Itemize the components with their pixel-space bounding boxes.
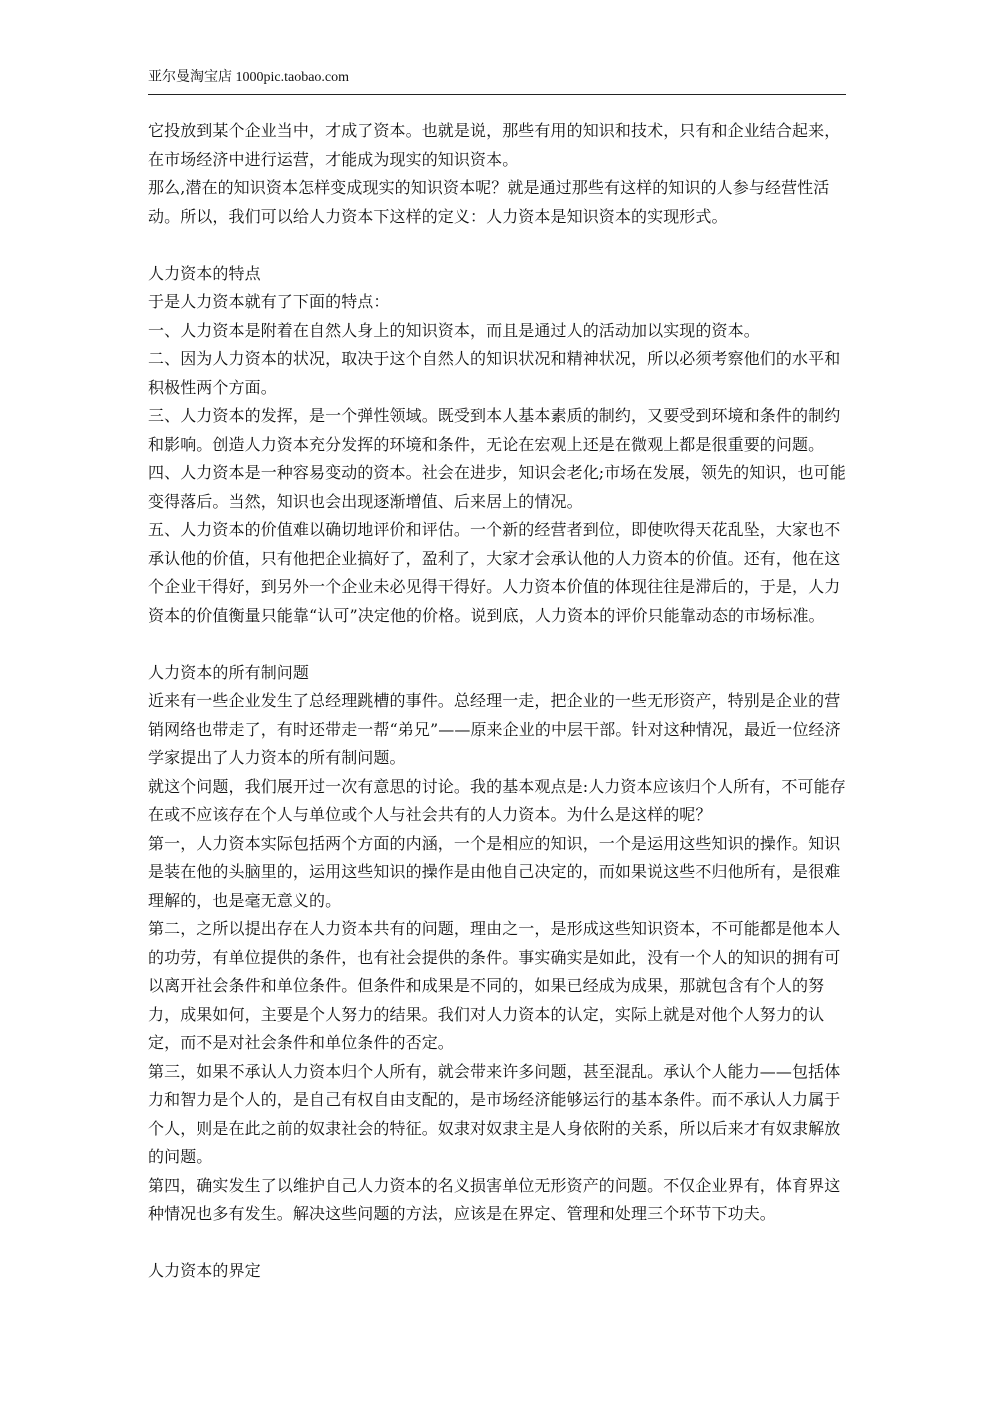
paragraph: 它投放到某个企业当中，才成了资本。也就是说，那些有用的知识和技术，只有和企业结合起来，在市场经济中进行运营，才能成为现实的知识资本。 — [148, 121, 841, 169]
document-body — [148, 117, 852, 1286]
paragraph: 一、人力资本是附着在自然人身上的知识资本，而且是通过人的活动加以实现的资本。 — [148, 320, 760, 340]
paragraph: 于是人力资本就有了下面的特点： — [148, 292, 390, 311]
paragraph-gap — [148, 1229, 852, 1258]
paragraph: 第三，如果不承认人力资本归个人所有，就会带来许多问题，甚至混乱。承认个人能力——包括体力和智力是个人的，是自己有权自由支配的，是市场经济能够运行的基本条件。而不承认人力属于个人，则是在此之前的奴隶社会的特征。奴隶对奴隶主是人身依附的关系，所以后来才有奴隶解放的问题。 — [148, 1061, 841, 1166]
paragraph: 五、人力资本的价值难以确切地评价和评估。一个新的经营者到位，即使吹得天花乱坠，大家也不承认他的价值，只有他把企业搞好了，盈利了，大家才会承认他的人力资本的价值。还有，他在这个企业干得好，到另外一个企业未必见得干得好。人力资本价值的体现往往是滞后的，于是，人力资本的价值衡量只能靠“认可”决定他的价格。说到底，人力资本的评价只能靠动态的市场标准。 — [148, 520, 841, 625]
section-heading: 人力资本的特点 — [148, 263, 261, 283]
paragraph: 近来有一些企业发生了总经理跳槽的事件。总经理一走，把企业的一些无形资产，特别是企业的营销网络也带走了，有时还带走一帮“弟兄”——原来企业的中层干部。针对这种情况，最近一位经济学家提出了人力资本的所有制问题。 — [148, 691, 841, 767]
paragraph: 三、人力资本的发挥，是一个弹性领域。既受到本人基本素质的制约，又要受到环境和条件的制约和影响。创造人力资本充分发挥的环境和条件，无论在宏观上还是在微观上都是很重要的问题。 — [148, 406, 841, 454]
section-heading: 人力资本的所有制问题 — [148, 662, 310, 682]
page-header: 亚尔曼淘宝店 1000pic.taobao.com — [148, 68, 846, 95]
paragraph: 二、因为人力资本的状况，取决于这个自然人的知识状况和精神状况，所以必须考察他们的水平和积极性两个方面。 — [148, 349, 841, 397]
paragraph: 四、人力资本是一种容易变动的资本。社会在进步，知识会老化;市场在发展，领先的知识，也可能变得落后。当然，知识也会出现逐渐增值、后来居上的情况。 — [148, 463, 846, 511]
section-heading: 人力资本的界定 — [148, 1261, 261, 1280]
paragraph-gap — [148, 231, 852, 260]
paragraph: 第四，确实发生了以维护自己人力资本的名义损害单位无形资产的问题。不仅企业界有，体育界这种情况也多有发生。解决这些问题的方法，应该是在界定、管理和处理三个环节下功夫。 — [148, 1175, 841, 1223]
paragraph: 就这个问题，我们展开过一次有意思的讨论。我的基本观点是:人力资本应该归个人所有，不可能存在或不应该存在个人与单位或个人与社会共有的人力资本。为什么是这样的呢？ — [148, 776, 846, 824]
paragraph: 第一，人力资本实际包括两个方面的内涵，一个是相应的知识，一个是运用这些知识的操作。知识是装在他的头脑里的，运用这些知识的操作是由他自己决定的，而如果说这些不归他所有，是很难理解的，也是毫无意义的。 — [148, 833, 841, 910]
paragraph: 那么,潜在的知识资本怎样变成现实的知识资本呢？就是通过那些有这样的知识的人参与经营性活动。所以，我们可以给人力资本下这样的定义：人力资本是知识资本的实现形式。 — [148, 178, 830, 226]
paragraph: 第二，之所以提出存在人力资本共有的问题，理由之一，是形成这些知识资本，不可能都是他本人的功劳，有单位提供的条件，也有社会提供的条件。事实确实是如此，没有一个人的知识的拥有可以离开社会条件和单位条件。但条件和成果是不同的，如果已经成为成果，那就包含有个人的努力，成果如何，主要是个人努力的结果。我们对人力资本的认定，实际上就是对他个人努力的认定，而不是对社会条件和单位条件的否定。 — [148, 919, 841, 1052]
paragraph-gap — [148, 630, 852, 659]
